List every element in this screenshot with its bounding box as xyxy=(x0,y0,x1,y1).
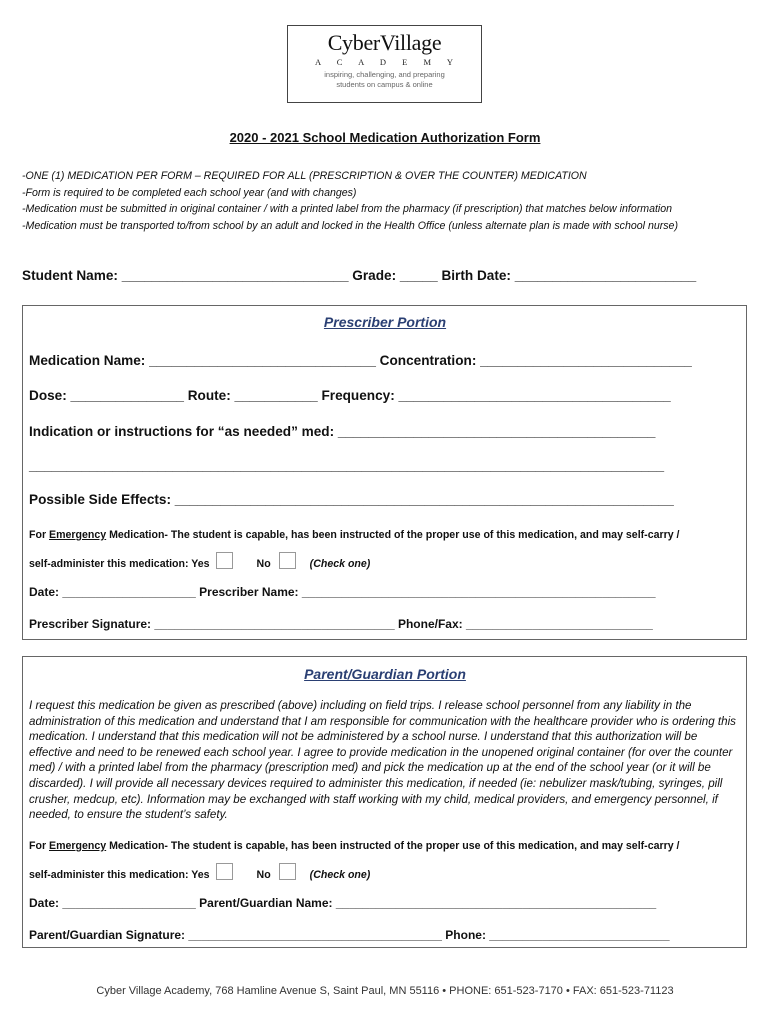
yes-checkbox[interactable] xyxy=(216,552,233,569)
no-checkbox[interactable] xyxy=(279,863,296,880)
logo-name: CyberVillage xyxy=(327,30,442,55)
rule-line: -Form is required to be completed each school year (and with changes) xyxy=(22,186,357,199)
logo-tagline-1: inspiring, challenging, and preparing xyxy=(324,70,445,79)
logo-tagline-2: students on campus & online xyxy=(336,80,433,89)
prescriber-heading: Prescriber Portion xyxy=(323,314,447,330)
emergency-rest: Medication- The student is capable, has been instructed of the proper use of this medication, and may self-carry / xyxy=(106,840,680,852)
form-title: 2020 - 2021 School Medication Authorization Form xyxy=(229,130,541,145)
self-administer-label: self-administer this medication: Yes xyxy=(29,869,210,881)
self-administer-row xyxy=(29,863,744,881)
rule-line: -Medication must be submitted in original container / with a printed label from the pharmacy (if prescription) that matches below information xyxy=(22,203,673,215)
rule-line: -ONE (1) MEDICATION PER FORM – REQUIRED FOR ALL (PRESCRIPTION & OVER THE COUNTER) MEDICATION xyxy=(22,170,587,182)
parent-signature-phone-field[interactable]: Parent/Guardian Signature: ______________________________________ Phone: ___________________________ xyxy=(29,928,670,942)
prescriber-date-name-field[interactable]: Date: ____________________ Prescriber Name: _____________________________________________________ xyxy=(29,585,656,599)
indication-field[interactable]: Indication or instructions for “as needed” med: __________________________________________ xyxy=(29,424,656,439)
indication-continued-field[interactable]: ____________________________________________________________________________________ xyxy=(29,458,665,473)
student-info-line[interactable]: Student Name: ______________________________ Grade: _____ Birth Date: ________________________ xyxy=(22,268,697,283)
self-administer-label: self-administer this medication: Yes xyxy=(29,558,210,570)
school-logo xyxy=(287,25,482,103)
emergency-rest: Medication- The student is capable, has been instructed of the proper use of this medication, and may self-carry / xyxy=(106,529,680,541)
no-label: No xyxy=(256,558,271,570)
emergency-prefix: For xyxy=(29,840,50,852)
emergency-statement xyxy=(29,529,744,541)
prescriber-signature-phone-field[interactable]: Prescriber Signature: ____________________________________ Phone/Fax: ____________________________ xyxy=(29,617,653,631)
parent-date-name-field[interactable]: Date: ____________________ Parent/Guardian Name: ________________________________________________ xyxy=(29,896,657,910)
check-one-hint: (Check one) xyxy=(309,558,371,570)
self-administer-row xyxy=(29,552,744,570)
rule-line: -Medication must be transported to/from school by an adult and locked in the Health Office (unless alternate plan is made with school nurse) xyxy=(22,219,678,232)
emergency-word: Emergency xyxy=(49,840,107,852)
side-effects-field[interactable]: Possible Side Effects: __________________________________________________________________ xyxy=(29,492,674,507)
medication-name-field[interactable]: Medication Name: ______________________________ Concentration: ____________________________ xyxy=(29,353,692,368)
no-checkbox[interactable] xyxy=(279,552,296,569)
form-rules xyxy=(22,168,752,234)
parent-consent-paragraph: I request this medication be given as prescribed (above) including on field trips. I release school personnel from any liability in the administration of this medication and understand that I am responsible for communication with the healthcare provider who is ordering this medication. I understand that this medication will not be administered by a school nurse. I understand that this authorization will be effective and need to be renewed each school year. I agree to provide medication in the unopened original container (for over the counter med) / with a printed label from the pharmacy (prescription med) and pick the medication up at the end of the school year (or it will be discarded). I will provide all necessary devices required to administer this medication, if needed (ie: nebulizer mask/tubing, syringes, pill crusher, medcup, etc). Information may be exchanged with staff working with my child, medical providers, and emergency personnel, if needed, to ensure the student’s safety. xyxy=(29,699,736,822)
no-label: No xyxy=(256,869,271,881)
page-footer: Cyber Village Academy, 768 Hamline Avenue S, Saint Paul, MN 55116 • PHONE: 651-523-7170 • FAX: 651-523-71123 xyxy=(96,985,674,997)
logo-subtitle: A C A D E M Y xyxy=(314,57,460,67)
emergency-prefix: For xyxy=(29,529,50,541)
emergency-word: Emergency xyxy=(49,529,107,541)
dose-route-frequency-field[interactable]: Dose: _______________ Route: ___________ Frequency: ____________________________________ xyxy=(29,388,671,403)
emergency-statement xyxy=(29,840,744,852)
check-one-hint: (Check one) xyxy=(309,869,371,881)
parent-heading: Parent/Guardian Portion xyxy=(304,666,466,682)
yes-checkbox[interactable] xyxy=(216,863,233,880)
